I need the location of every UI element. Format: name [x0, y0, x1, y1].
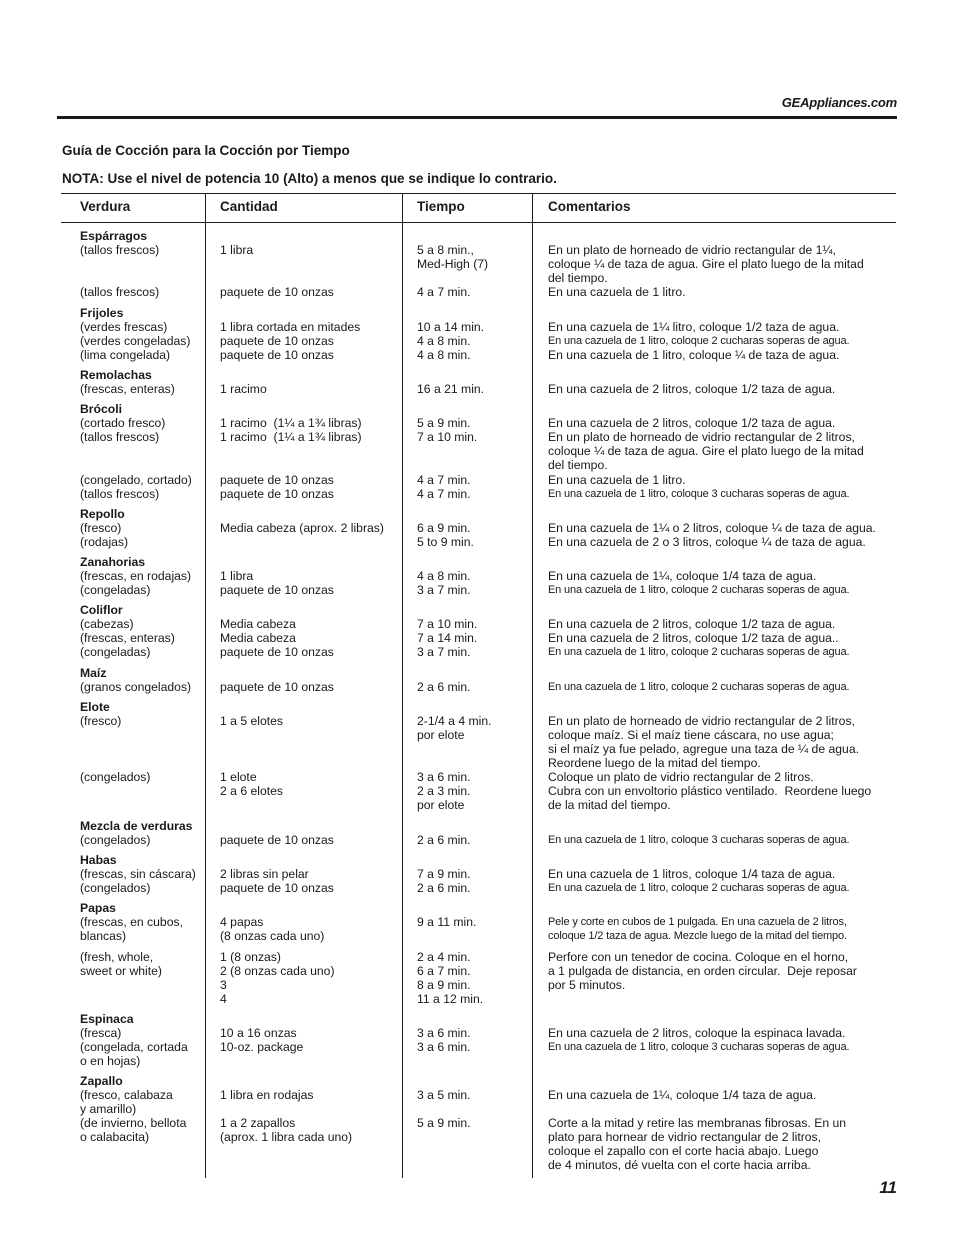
tiempo-cell: 3 a 6 min. 2 a 3 min. por elote — [417, 770, 471, 812]
verdura-cell: (congelados) — [80, 833, 151, 847]
cantidad-cell: paquete de 10 onzas — [220, 285, 334, 299]
page-number: 11 — [879, 1178, 897, 1197]
verdura-cell: (frescas, enteras) — [80, 382, 175, 396]
comentarios-cell: En una cazuela de 1¼, coloque 1/4 taza de agua. — [548, 1088, 817, 1102]
verdura-cell: (fresco, calabaza y amarillo) (de invierno, bellota o calabacita) — [80, 1088, 187, 1144]
comentarios-cell: En una cazuela de 1 litro, coloque 2 cucharas soperas de agua. — [548, 882, 850, 894]
comentarios-cell: En una cazuela de 1 litro, coloque 2 cucharas soperas de agua. — [548, 646, 850, 658]
vegetable-name: Espárragos — [80, 229, 148, 243]
vegetable-name: Frijoles — [80, 306, 124, 320]
comentarios-cell: En una cazuela de 1¼ litro, coloque 1/2 taza de agua. — [548, 320, 840, 334]
comentarios-cell: En una cazuela de 2 litros, coloque la espinaca lavada. — [548, 1026, 846, 1040]
table-top-rule — [61, 193, 896, 194]
comentarios-cell: En una cazuela de 1 litro. — [548, 285, 686, 299]
tiempo-cell: 5 a 9 min. — [417, 1116, 471, 1130]
vegetable-name: Elote — [80, 700, 110, 714]
cantidad-cell: 1 racimo (1¼ a 1¾ libras) 1 racimo (1¼ a 1¾ libras) — [220, 416, 362, 444]
vegetable-name: Coliflor — [80, 603, 123, 617]
cantidad-cell: 1 racimo — [220, 382, 267, 396]
verdura-cell: (congelado, cortado) (tallos frescos) — [80, 473, 192, 501]
vegetable-name: Papas — [80, 901, 116, 915]
vegetable-name: Zapallo — [80, 1074, 123, 1088]
vegetable-name: Repollo — [80, 507, 125, 521]
comentarios-cell: En una cazuela de 1 litro, coloque ¼ de taza de agua. — [548, 348, 840, 362]
power-level-note: NOTA: Use el nivel de potencia 10 (Alto) a menos que se indique lo contrario. — [62, 171, 557, 186]
verdura-cell: (frescas, en cubos, blancas) — [80, 915, 183, 943]
tiempo-cell: 6 a 9 min. 5 to 9 min. — [417, 521, 474, 549]
column-divider — [532, 193, 533, 1178]
cantidad-cell: 1 libra — [220, 243, 254, 257]
header-verdura: Verdura — [80, 199, 131, 214]
verdura-cell: (cortado fresco) (tallos frescos) — [80, 416, 166, 444]
tiempo-cell: 7 a 10 min. 7 a 14 min. 3 a 7 min. — [417, 617, 478, 659]
header-rule — [57, 116, 897, 119]
vegetable-name: Zanahorias — [80, 555, 146, 569]
comentarios-cell: En un plato de horneado de vidrio rectangular de 1¼, coloque ¼ de taza de agua. Gire el plato luego de la mitad del tiempo. — [548, 243, 864, 285]
vegetable-name: Mezcla de verduras — [80, 819, 193, 833]
comentarios-cell: En un plato de horneado de vidrio rectangular de 2 litros, coloque maíz. Si el maíz tiene cáscara, no use agua; si el maíz ya fue pelado, agregue una taza de ¼ de agua. Reordene luego de la mitad del tiempo. — [548, 714, 860, 770]
vegetable-name: Remolachas — [80, 368, 152, 382]
comentarios-cell: Corte a la mitad y retire las membranas fibrosas. En un plato para hornear de vidrio rectangular de 2 litros, coloque el zapallo con el corte hacia abajo. Luego de 4 minutos, dé vuelta con el corte hacia arriba. — [548, 1116, 847, 1172]
vegetable-name: Brócoli — [80, 402, 122, 416]
tiempo-cell: 4 a 7 min. 4 a 7 min. — [417, 473, 471, 501]
comentarios-cell: En una cazuela de 1 litro, coloque 3 cucharas soperas de agua. — [548, 488, 850, 500]
verdura-cell: (frescas, sin cáscara) (congelados) — [80, 867, 196, 895]
tiempo-cell: 7 a 9 min. 2 a 6 min. — [417, 867, 471, 895]
tiempo-cell: 4 a 7 min. — [417, 285, 471, 299]
tiempo-cell: 5 a 8 min., Med-High (7) — [417, 243, 489, 271]
cantidad-cell: 1 a 2 zapallos (aprox. 1 libra cada uno) — [220, 1116, 353, 1144]
site-url: GEAppliances.com — [781, 95, 897, 110]
verdura-cell: (fresco) — [80, 714, 122, 728]
header-tiempo: Tiempo — [417, 199, 465, 214]
comentarios-cell: En una cazuela de 1¼ o 2 litros, coloque ¼ de taza de agua. En una cazuela de 2 o 3 litros, coloque ¼ de taza de agua. — [548, 521, 876, 549]
comentarios-cell: En una cazuela de 1 litro, coloque 2 cucharas soperas de agua. — [548, 681, 850, 693]
verdura-cell: (tallos frescos) — [80, 285, 160, 299]
tiempo-cell: 2 a 4 min. 6 a 7 min. 8 a 9 min. 11 a 12 min. — [417, 950, 484, 1006]
tiempo-cell: 3 a 5 min. — [417, 1088, 471, 1102]
comentarios-cell: En una cazuela de 1 litro, coloque 3 cucharas soperas de agua. — [548, 834, 850, 846]
comentarios-cell: En una cazuela de 1 litro. — [548, 473, 686, 487]
column-divider — [205, 193, 206, 1178]
comentarios-cell: En una cazuela de 1¼, coloque 1/4 taza de agua. — [548, 569, 817, 583]
verdura-cell: (fresca) (congelada, cortada o en hojas) — [80, 1026, 188, 1068]
cantidad-cell: 10 a 16 onzas 10-oz. package — [220, 1026, 304, 1054]
verdura-cell: (verdes frescas) (verdes congeladas) (lima congelada) — [80, 320, 191, 362]
cantidad-cell: 1 libra cortada en mitades paquete de 10 onzas paquete de 10 onzas — [220, 320, 361, 362]
comentarios-cell: En una cazuela de 1 litro, coloque 2 cucharas soperas de agua. — [548, 335, 850, 347]
comentarios-cell: En una cazuela de 2 litros, coloque 1/2 taza de agua. En un plato de horneado de vidrio rectangular de 2 litros, coloque ¼ de taza de agua. Gire el plato luego de la mitad del tiempo. — [548, 416, 864, 472]
cantidad-cell: 1 libra en rodajas — [220, 1088, 314, 1102]
cantidad-cell: paquete de 10 onzas — [220, 680, 334, 694]
page-title: Guía de Cocción para la Cocción por Tiempo — [62, 143, 350, 158]
tiempo-cell: 2 a 6 min. — [417, 680, 471, 694]
cantidad-cell: paquete de 10 onzas paquete de 10 onzas — [220, 473, 334, 501]
header-cantidad: Cantidad — [220, 199, 278, 214]
table-header-rule — [61, 222, 896, 223]
verdura-cell: (fresco) (rodajas) — [80, 521, 129, 549]
tiempo-cell: 5 a 9 min. 7 a 10 min. — [417, 416, 478, 444]
cantidad-cell: paquete de 10 onzas — [220, 833, 334, 847]
verdura-cell: (frescas, en rodajas) (congeladas) — [80, 569, 192, 597]
column-divider — [402, 193, 403, 1178]
comentarios-cell: En una cazuela de 2 litros, coloque 1/2 taza de agua. — [548, 382, 836, 396]
cantidad-cell: 2 libras sin pelar paquete de 10 onzas — [220, 867, 334, 895]
verdura-cell: (cabezas) (frescas, enteras) (congeladas) — [80, 617, 175, 659]
comentarios-cell: En una cazuela de 1 litro, coloque 2 cucharas soperas de agua. — [548, 584, 850, 596]
verdura-cell: (congelados) — [80, 770, 151, 784]
tiempo-cell: 2-1/4 a 4 min. por elote — [417, 714, 492, 742]
cantidad-cell: 1 (8 onzas) 2 (8 onzas cada uno) 3 4 — [220, 950, 335, 1006]
tiempo-cell: 2 a 6 min. — [417, 833, 471, 847]
cantidad-cell: 1 libra paquete de 10 onzas — [220, 569, 334, 597]
comentarios-cell: Perfore con un tenedor de cocina. Coloque en el horno, a 1 pulgada de distancia, en orden circular. Deje reposar por 5 minutos. — [548, 950, 857, 992]
cantidad-cell: 1 elote 2 a 6 elotes — [220, 770, 284, 798]
tiempo-cell: 16 a 21 min. — [417, 382, 485, 396]
verdura-cell: (tallos frescos) — [80, 243, 160, 257]
cooking-guide-table — [61, 193, 896, 1178]
header-comentarios: Comentarios — [548, 199, 631, 214]
vegetable-name: Espinaca — [80, 1012, 134, 1026]
tiempo-cell: 3 a 6 min. 3 a 6 min. — [417, 1026, 471, 1054]
verdura-cell: (fresh, whole, sweet or white) — [80, 950, 162, 978]
tiempo-cell: 4 a 8 min. 3 a 7 min. — [417, 569, 471, 597]
comentarios-cell: Coloque un plato de vidrio rectangular de 2 litros. Cubra con un envoltorio plástico ventilado. Reordene luego de la mitad del tiempo. — [548, 770, 872, 812]
comentarios-cell: En una cazuela de 2 litros, coloque 1/2 taza de agua. En una cazuela de 2 litros, coloque 1/2 taza de agua.. — [548, 617, 839, 645]
cantidad-cell: 1 a 5 elotes — [220, 714, 284, 728]
verdura-cell: (granos congelados) — [80, 680, 192, 694]
tiempo-cell: 10 a 14 min. 4 a 8 min. 4 a 8 min. — [417, 320, 485, 362]
comentarios-cell: En una cazuela de 1 litro, coloque 3 cucharas soperas de agua. — [548, 1041, 850, 1053]
cantidad-cell: Media cabeza Media cabeza paquete de 10 onzas — [220, 617, 334, 659]
vegetable-name: Maíz — [80, 666, 107, 680]
comentarios-cell: Pele y corte en cubos de 1 pulgada. En una cazuela de 2 litros, coloque 1/2 taza de agua. Mezcle luego de la mitad del tiempo. — [548, 916, 847, 942]
vegetable-name: Habas — [80, 853, 117, 867]
cantidad-cell: 4 papas (8 onzas cada uno) — [220, 915, 325, 943]
tiempo-cell: 9 a 11 min. — [417, 915, 477, 929]
cantidad-cell: Media cabeza (aprox. 2 libras) — [220, 521, 384, 535]
comentarios-cell: En una cazuela de 1 litros, coloque 1/4 taza de agua. — [548, 867, 836, 881]
